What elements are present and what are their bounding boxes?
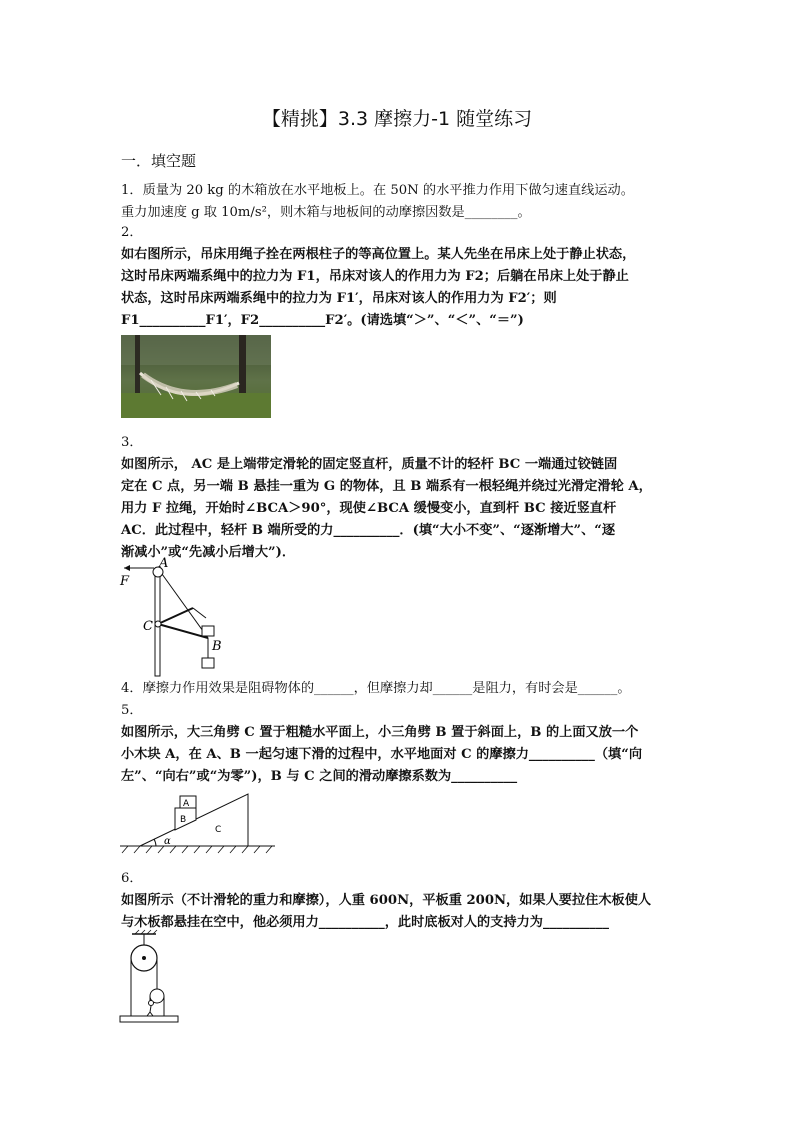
page-title: 【精挑】3.3 摩擦力-1 随堂练习	[261, 108, 533, 130]
q2-line2: 这时吊床两端系绳中的拉力为 F1，吊床对该人的作用力为 F2；后躺在吊床上处于静止	[121, 269, 629, 284]
q3-line1: 如图所示， AC 是上端带定滑轮的固定竖直杆，质量不计的轻杆 BC 一端通过铰链固	[121, 457, 618, 472]
q6-number: 6．	[121, 871, 143, 886]
q6-line1: 如图所示（不计滑轮的重力和摩擦），人重 600N，平板重 200N，如果人要拉住木板使人	[121, 893, 652, 908]
q6-line2: 与木板都悬挂在空中，他必须用力__________，此时底板对人的支持力为__________	[121, 915, 609, 930]
question-4	[121, 678, 701, 700]
question-3	[121, 432, 681, 564]
q3-label-c: C	[143, 619, 153, 634]
q5-line2: 小木块 A，在 A、B 一起匀速下滑的过程中，水平地面对 C 的摩擦力__________（填“向	[121, 747, 643, 762]
q2-line4: F1__________F1′，F2__________F2′。(请选填“＞”、“＜”、“＝”)	[121, 313, 524, 328]
q5-line1: 如图所示，大三角劈 C 置于粗糙水平面上，小三角劈 B 置于斜面上，B 的上面又放一个	[121, 725, 639, 740]
q3-label-f: F	[120, 574, 130, 589]
question-5	[121, 700, 681, 788]
q1-line2: 重力加速度 g 取 10m/s²，则木箱与地板间的动摩擦因数是________。	[121, 205, 531, 220]
q6-figure-pulleys	[118, 930, 182, 1026]
question-2	[121, 222, 681, 332]
section-heading: 一．填空题	[121, 152, 197, 170]
q5-number: 5．	[121, 703, 143, 718]
q2-line1: 如右图所示，吊床用绳子拴在两根柱子的等高位置上。某人先坐在吊床上处于静止状态，	[121, 247, 636, 262]
q3-line2: 定在 C 点，另一端 B 悬挂一重为 G 的物体，且 B 端系有一根轻绳并绕过光滑定滑轮 A，	[121, 479, 652, 494]
q2-number: 2．	[121, 225, 143, 240]
q3-line3: 用力 F 拉绳，开始时∠BCA＞90°，现使∠BCA 缓慢变小，直到杆 BC 接近竖直杆	[121, 501, 617, 516]
q5-label-alpha: α	[164, 836, 171, 847]
q5-label-c: C	[215, 825, 222, 835]
q1-line1: 1．质量为 20 kg 的木箱放在水平地板上。在 50N 的水平推力作用下做匀速直线运动。	[121, 183, 634, 198]
q3-figure-pulley-rod	[118, 558, 228, 678]
hammock-photo	[121, 335, 271, 418]
q4-line1: 4．摩擦力作用效果是阻碍物体的______，但摩擦力却______是阻力，有时会是______。	[121, 681, 631, 696]
q3-line5: 渐减小”或“先减小后增大”)．	[121, 545, 296, 560]
question-1	[121, 180, 681, 224]
q3-label-b: B	[212, 639, 222, 654]
q5-figure-wedges	[120, 790, 280, 856]
q3-number: 3．	[121, 435, 143, 450]
q3-line4: AC．此过程中，轻杆 B 端所受的力__________．(填“大小不变”、“逐渐增大”、“逐	[121, 523, 616, 538]
question-6	[121, 868, 681, 934]
q2-line3: 状态，这时吊床两端系绳中的拉力为 F1′，吊床对该人的作用力为 F2′；则	[121, 291, 557, 306]
q5-label-a: A	[183, 799, 190, 809]
q5-line3: 左”、“向右”或“为零”)，B 与 C 之间的滑动摩擦系数为__________	[121, 769, 518, 784]
q3-label-a: A	[159, 556, 169, 571]
q5-label-b: B	[180, 815, 187, 825]
